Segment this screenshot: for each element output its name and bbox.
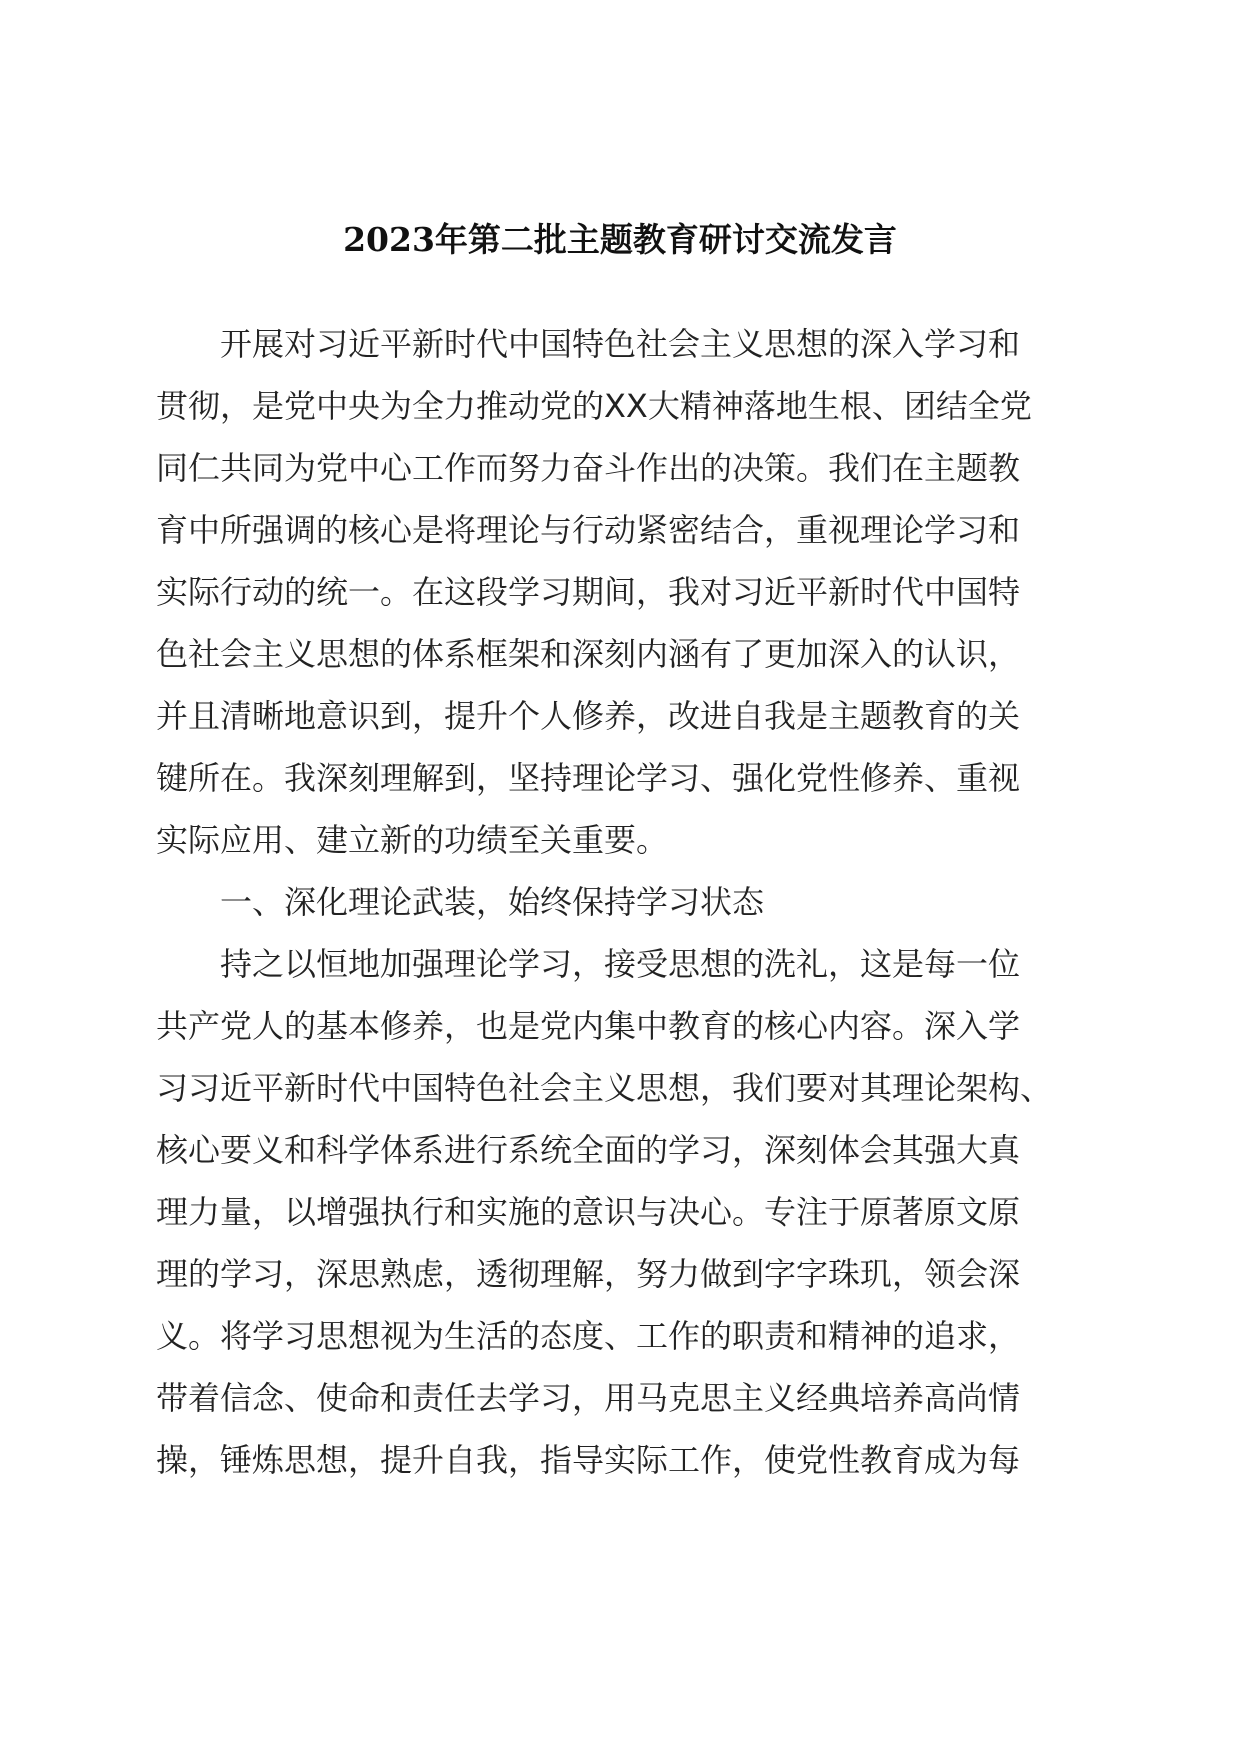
text-line: 实际行动的统一。在这段学习期间，我对习近平新时代中国特 <box>156 573 1021 611</box>
text-line: 色社会主义思想的体系框架和深刻内涵有了更加深入的认识， <box>156 635 1021 673</box>
text-line: 开展对习近平新时代中国特色社会主义思想的深入学习和 <box>220 325 1021 363</box>
section-heading <box>156 871 1086 933</box>
text-line: 同仁共同为党中心工作而努力奋斗作出的决策。我们在主题教 <box>156 449 1021 487</box>
text-line: 理力量，以增强执行和实施的意识与决心。专注于原著原文原 <box>156 1193 1021 1231</box>
text-line: 带着信念、使命和责任去学习，用马克思主义经典培养高尚情 <box>156 1379 1021 1417</box>
text-line: 理的学习，深思熟虑，透彻理解，努力做到字字珠玑，领会深 <box>156 1255 1021 1293</box>
text-line: 实际应用、建立新的功绩至关重要。 <box>156 821 669 859</box>
text-line: 贯彻，是党中央为全力推动党的XX大精神落地生根、团结全党 <box>156 387 1032 425</box>
document-title: 2023年第二批主题教育研讨交流发言 <box>343 220 897 259</box>
text-line: 义。将学习思想视为生活的态度、工作的职责和精神的追求， <box>156 1317 1021 1355</box>
text-line: 共产党人的基本修养，也是党内集中教育的核心内容。深入学 <box>156 1007 1021 1045</box>
text-line: 并且清晰地意识到，提升个人修养，改进自我是主题教育的关 <box>156 697 1021 735</box>
text-line: 操，锤炼思想，提升自我，指导实际工作，使党性教育成为每 <box>156 1441 1021 1479</box>
section-heading-text: 一、深化理论武装，始终保持学习状态 <box>220 883 765 921</box>
text-line: 育中所强调的核心是将理论与行动紧密结合，重视理论学习和 <box>156 511 1021 549</box>
text-line: 键所在。我深刻理解到，坚持理论学习、强化党性修养、重视 <box>156 759 1021 797</box>
text-line: 持之以恒地加强理论学习，接受思想的洗礼，这是每一位 <box>220 945 1021 983</box>
paragraph-intro <box>156 313 1086 871</box>
text-line: 核心要义和科学体系进行系统全面的学习，深刻体会其强大真 <box>156 1131 1021 1169</box>
document-body <box>156 313 1086 1491</box>
paragraph-section-one <box>156 933 1086 1491</box>
text-line: 习习近平新时代中国特色社会主义思想，我们要对其理论架构、 <box>156 1069 1053 1107</box>
